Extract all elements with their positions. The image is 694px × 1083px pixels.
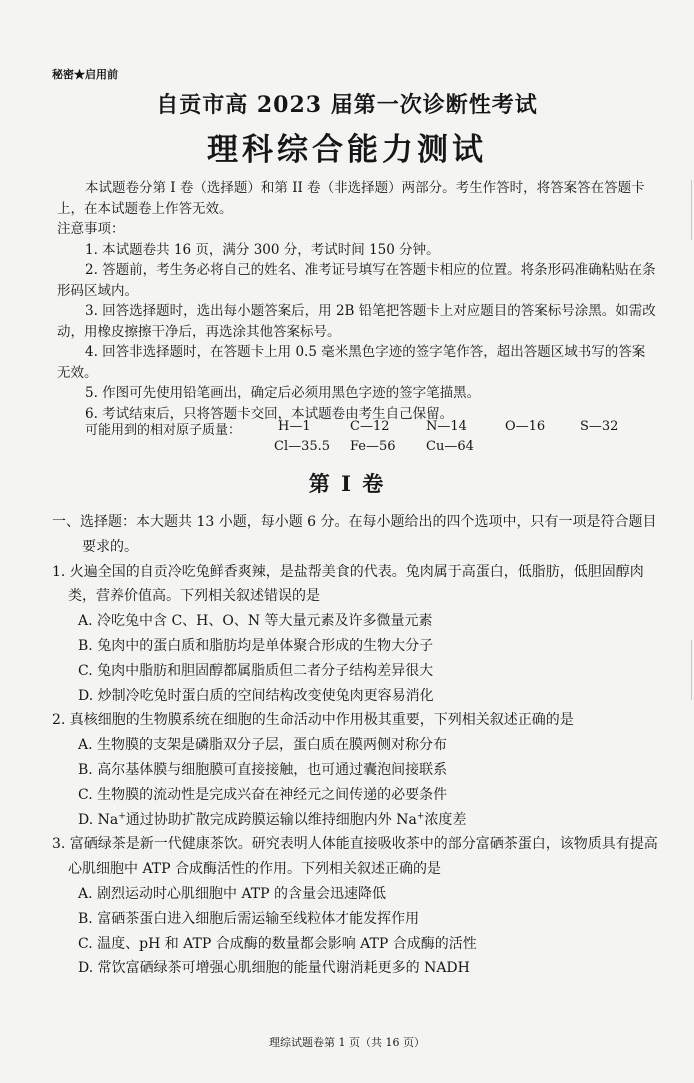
atomic-mass-n: N—14 <box>426 419 467 434</box>
question-1-option-a: A. 冷吃兔中含 C、H、O、N 等大量元素及许多微量元素 <box>78 613 433 630</box>
scan-edge-mark-2 <box>691 640 692 700</box>
sodium-ion-charge: + <box>118 810 126 821</box>
notice-item-5: 5. 作图可先使用铅笔画出，确定后必须用黑色字迹的签字笔描黑。 <box>85 385 481 401</box>
scan-edge-mark <box>691 180 692 240</box>
atomic-mass-s: S—32 <box>580 419 619 434</box>
question-2-stem: 2. 真核细胞的生物膜系统在细胞的生命活动中作用极其重要，下列相关叙述正确的是 <box>52 712 574 729</box>
question-3-option-a: A. 剧烈运动时心肌细胞中 ATP 的含量会迅速降低 <box>78 885 387 902</box>
notice-item-2: 2. 答题前，考生务必将自己的姓名、准考证号填写在答题卡相应的位置。将条形码准确粘贴在条形码区域内。 <box>57 262 656 299</box>
option-d-suffix: 浓度差 <box>424 811 467 828</box>
secret-label: 秘密★启用前 <box>52 68 118 81</box>
atomic-mass-fe: Fe—56 <box>350 439 396 454</box>
atomic-mass-cu: Cu—64 <box>426 439 474 454</box>
section-instruction: 一、选择题：本大题共 13 小题，每小题 6 分。在每小题给出的四个选项中，只有一项是符合题目要求的。 <box>52 514 657 555</box>
question-2-option-b: B. 高尔基体膜与细胞膜可直接接触，也可通过囊泡间接联系 <box>78 761 448 778</box>
page-footer: 理综试题卷第 1 页（共 16 页） <box>269 1036 425 1049</box>
question-1-option-b: B. 兔肉中的蛋白质和脂肪均是单体聚合形成的生物大分子 <box>78 637 434 654</box>
atomic-mass-o: O—16 <box>505 419 546 434</box>
question-3-option-b: B. 富硒茶蛋白进入细胞后需运输至线粒体才能发挥作用 <box>78 910 420 927</box>
notice-item-4: 4. 回答非选择题时，在答题卡上用 0.5 毫米黑色字迹的签字笔作答，超出答题区域书写的答案无效。 <box>57 344 646 381</box>
atomic-mass-c: C—12 <box>350 419 390 434</box>
question-1-option-c: C. 兔肉中脂肪和胆固醇都属脂质但二者分子结构差异很大 <box>78 662 434 679</box>
subject-title: 理科综合能力测试 <box>207 132 487 168</box>
intro-paragraph: 本试题卷分第 I 卷（选择题）和第 II 卷（非选择题）两部分。考生作答时，将答案答在答题卡上，在本试题卷上作答无效。 <box>57 180 645 217</box>
notice-item-6: 6. 考试结束后，只将答题卡交回，本试题卷由考生自己保留。 <box>85 405 454 422</box>
question-1-option-d: D. 炒制冷吃兔时蛋白质的空间结构改变使兔肉更容易消化 <box>78 687 434 704</box>
question-3-option-d: D. 常饮富硒绿茶可增强心肌细胞的能量代谢消耗更多的 NADH <box>78 960 470 977</box>
exam-instructions <box>57 178 657 424</box>
sodium-ion-charge-2: + <box>416 810 425 821</box>
notice-heading: 注意事项： <box>57 221 125 237</box>
atomic-mass-label: 可能用到的相对原子质量： <box>85 423 242 438</box>
atomic-mass-cl: Cl—35.5 <box>274 439 331 454</box>
question-2-option-a: A. 生物膜的支架是磷脂双分子层，蛋白质在膜两侧对称分布 <box>78 737 448 754</box>
atomic-mass-h: H—1 <box>278 419 311 434</box>
question-1-stem: 1. 火遍全国的自贡冷吃兔鲜香爽辣，是盐帮美食的代表。兔肉属于高蛋白，低脂肪，低胆固醇肉类，营养价值高。下列相关叙述错误的是 <box>52 563 644 605</box>
exam-title: 自贡市高 2023 届第一次诊断性考试 <box>156 92 538 118</box>
notice-item-3: 3. 回答选择题时，选出每小题答案后，用 2B 铅笔把答题卡上对应题目的答案标号涂黑。如需改动，用橡皮擦擦干净后，再选涂其他答案标号。 <box>57 303 656 340</box>
notice-item-1: 1. 本试题卷共 16 页，满分 300 分，考试时间 150 分钟。 <box>85 241 440 258</box>
question-3-option-c: C. 温度、pH 和 ATP 合成酶的数量都会影响 ATP 合成酶的活性 <box>78 935 477 952</box>
question-2-option-d <box>52 808 664 833</box>
option-d-prefix: D. Na <box>78 811 119 828</box>
section-title: 第 I 卷 <box>308 471 386 496</box>
question-3-stem: 3. 富硒绿茶是新一代健康茶饮。研究表明人体能直接吸收茶中的部分富硒茶蛋白，该物质具有提高心肌细胞中 ATP 合成酶活性的作用。下列相关叙述正确的是 <box>52 836 658 878</box>
option-d-middle: 通过协助扩散完成跨膜运输以维持细胞内外 Na <box>125 811 417 828</box>
question-2-option-c: C. 生物膜的流动性是完成兴奋在神经元之间传递的必要条件 <box>78 786 448 803</box>
questions-body <box>52 510 664 981</box>
